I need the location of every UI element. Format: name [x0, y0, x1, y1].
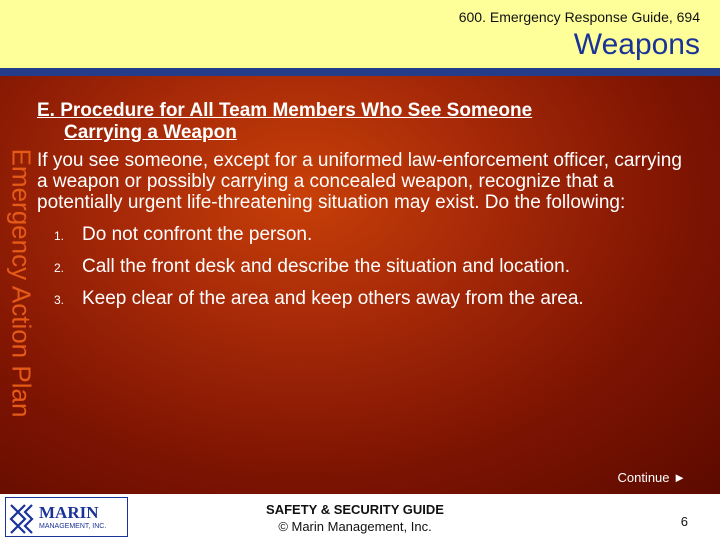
step-text: Do not confront the person.: [82, 224, 313, 245]
step-number: 1.: [54, 229, 65, 243]
step-number: 2.: [54, 261, 65, 275]
section-paragraph: If you see someone, except for a uniformed law-enforcement officer, carrying a weapon or possibly carrying a concealed weapon, recognize that a potentially urgent life-threatening situation may exist. Do the following:: [37, 150, 682, 213]
logo-text-sub: MANAGEMENT, INC.: [39, 523, 107, 530]
logo-text-main: MARIN: [39, 503, 99, 522]
footer-copyright: © Marin Management, Inc.: [278, 519, 432, 534]
slide-title: Weapons: [573, 28, 700, 61]
list-item: [37, 219, 697, 251]
slide-footer: [0, 494, 720, 540]
step-text: Keep clear of the area and keep others away from the area.: [82, 288, 584, 309]
marin-logo-icon: [5, 497, 128, 537]
section-heading: [37, 100, 697, 144]
guide-reference: 600. Emergency Response Guide, 694: [458, 9, 700, 25]
step-text: Call the front desk and describe the situation and location.: [82, 256, 570, 277]
slide-header: [0, 0, 720, 68]
list-item: [37, 251, 697, 283]
side-vertical-label: [4, 82, 38, 484]
slide-content: [37, 100, 697, 315]
list-item: [37, 283, 697, 315]
step-number: 3.: [54, 293, 65, 307]
page-number: 6: [680, 514, 688, 529]
step-list: [37, 219, 697, 315]
side-label-text: Emergency Action Plan: [6, 148, 37, 418]
header-divider-bar: [0, 68, 720, 76]
continue-link[interactable]: Continue ►: [617, 470, 686, 485]
heading-line-2: Carrying a Weapon: [64, 122, 237, 143]
footer-guide-title: SAFETY & SECURITY GUIDE: [266, 502, 444, 517]
heading-line-1: E. Procedure for All Team Members Who See Someone: [37, 100, 533, 121]
